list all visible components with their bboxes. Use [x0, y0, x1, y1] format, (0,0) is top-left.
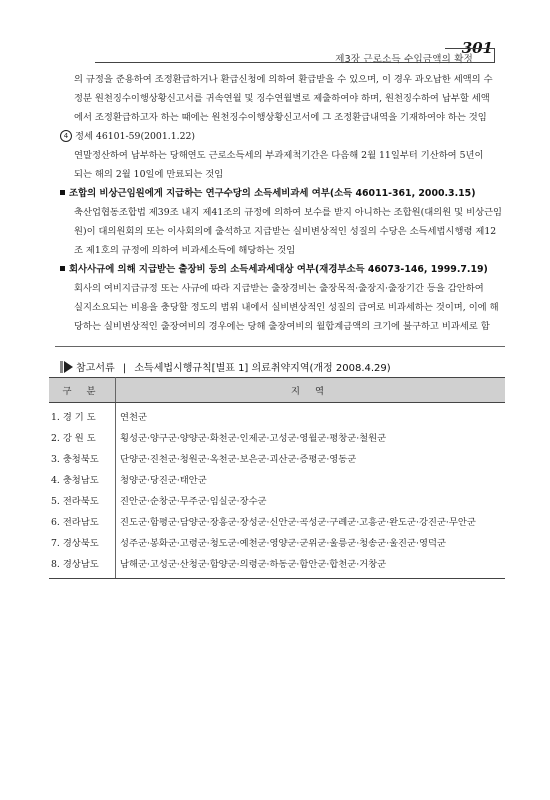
- counties-cell: 연천군: [120, 412, 147, 423]
- text-line: 연말정산하여 납부하는 당해연도 근로소득세의 부과제척기간은 다음해 2월 11일부터 기산하여 5년이: [74, 150, 484, 161]
- province-cell: 7. 경상북도: [49, 532, 116, 553]
- header-rule-vertical: [494, 48, 495, 62]
- page-number: 301: [461, 39, 493, 57]
- table-row: [49, 511, 505, 532]
- section-title: [60, 184, 505, 203]
- text-line: 조 제1호의 규정에 의하여 비과세소득에 해당하는 것임: [74, 245, 296, 256]
- section-title: [60, 260, 505, 279]
- text-line: 정분 원천징수이행상황신고서를 귀속연월 및 징수연월별로 제출하여야 하며, 원천징수하여 납부할 세액: [74, 93, 490, 104]
- counties-cell: 단양군·진천군·청원군·옥천군·보은군·괴산군·증평군·영동군: [120, 454, 357, 465]
- item-4-heading: [60, 127, 505, 146]
- item-4-reference: 정세 46101-59(2001.1.22): [75, 131, 196, 142]
- table-row: [49, 553, 505, 579]
- table-row: [49, 490, 505, 511]
- counties-cell: 진도군·함평군·담양군·장흥군·장성군·신안군·곡성군·구례군·고흥군·완도군·강진군·무안군: [120, 517, 476, 528]
- medical-underserved-regions-table: [49, 377, 505, 579]
- counties-cell: 횡성군·양구군·양양군·화천군·인제군·고성군·영월군·평창군·철원군: [120, 433, 387, 444]
- province-cell: 5. 전라북도: [49, 490, 116, 511]
- arrow-right-icon: [64, 361, 73, 373]
- province-cell: 6. 전라남도: [49, 511, 116, 532]
- province-cell: 2. 강 원 도: [49, 427, 116, 448]
- province-cell: 3. 충청북도: [49, 448, 116, 469]
- counties-cell: 남해군·고성군·산청군·함양군·의령군·하동군·함안군·합천군·거창군: [116, 553, 506, 579]
- table-header-row: [49, 378, 505, 403]
- reference-title: 소득세법시행규칙[별표 1] 의료취약지역(개정 2008.4.29): [134, 363, 391, 374]
- table-row: [49, 403, 505, 428]
- text-line: 에서 조정환급하고자 하는 때에는 원천징수이행상황신고서에 그 조정환급내역을 기재하여야 하는 것임: [74, 112, 487, 123]
- section-title-text: 조합의 비상근임원에게 지급하는 연구수당의 소득세비과세 여부(소득 46011-361, 2000.3.15): [69, 188, 476, 199]
- province-cell: 4. 충청남도: [49, 469, 116, 490]
- intro-paragraph: [60, 70, 505, 184]
- text-line: 회사의 여비지급규정 또는 사규에 따라 지급받는 출장경비는 출장목적·출장지·출장기간 등을 감안하여: [74, 283, 484, 294]
- province-cell: 1. 경 기 도: [49, 403, 116, 428]
- section-divider: [55, 346, 505, 347]
- table-row: [49, 532, 505, 553]
- table-row: [49, 448, 505, 469]
- header-rule-bottom: [95, 62, 495, 63]
- counties-cell: 청양군·당진군·태안군: [120, 475, 207, 486]
- square-bullet-icon: [60, 266, 65, 271]
- text-line: 원)이 대의원회의 또는 이사회의에 출석하고 지급받는 실비변상적인 성질의 수당은 소득세법시행령 제12: [74, 226, 497, 237]
- section-research-allowance: [60, 184, 505, 260]
- reference-divider: |: [122, 363, 127, 374]
- column-header-region: 지 역: [116, 378, 506, 403]
- circled-number: 4: [60, 130, 72, 142]
- counties-cell: 진안군·순창군·무주군·임실군·장수군: [120, 496, 267, 507]
- province-cell: 8. 경상남도: [49, 553, 116, 579]
- table-row: [49, 469, 505, 490]
- reference-bar-icon: [60, 361, 63, 373]
- text-line: 실지소요되는 비용을 충당할 정도의 범위 내에서 실비변상적인 성질의 급여로 비과세하는 것이며, 이에 해: [74, 302, 499, 313]
- table-row: [49, 427, 505, 448]
- reference-label: 참고서류: [76, 363, 115, 374]
- reference-heading: [60, 359, 391, 374]
- header-rule-top: [445, 48, 495, 49]
- counties-cell: 성주군·봉화군·고령군·청도군·예천군·영양군·군위군·울릉군·청송군·울진군·영덕군: [120, 538, 446, 549]
- section-title-text: 회사사규에 의해 지급받는 출장비 등의 소득세과세대상 여부(재경부소득 46073-146, 1999.7.19): [69, 264, 488, 275]
- section-travel-expense: [60, 260, 505, 336]
- column-header-category: 구 분: [49, 378, 116, 403]
- text-line: 축산업협동조합법 제39조 내지 제41조의 규정에 의하여 보수를 받지 아니하는 조합원(대의원 및 비상근임: [74, 207, 503, 218]
- text-line: 되는 해의 2월 10일에 만료되는 것임: [74, 169, 224, 180]
- text-line: 당하는 실비변상적인 출장여비의 경우에는 당해 출장여비의 월합계금액의 크기에 불구하고 비과세로 함: [74, 321, 490, 332]
- text-line: 의 규정을 준용하여 조정환급하거나 환급신청에 의하여 환급받을 수 있으며, 이 경우 과오납한 세액의 수: [74, 74, 493, 85]
- square-bullet-icon: [60, 190, 65, 195]
- chapter-title: 제3장 근로소득 수입금액의 확정: [335, 54, 473, 65]
